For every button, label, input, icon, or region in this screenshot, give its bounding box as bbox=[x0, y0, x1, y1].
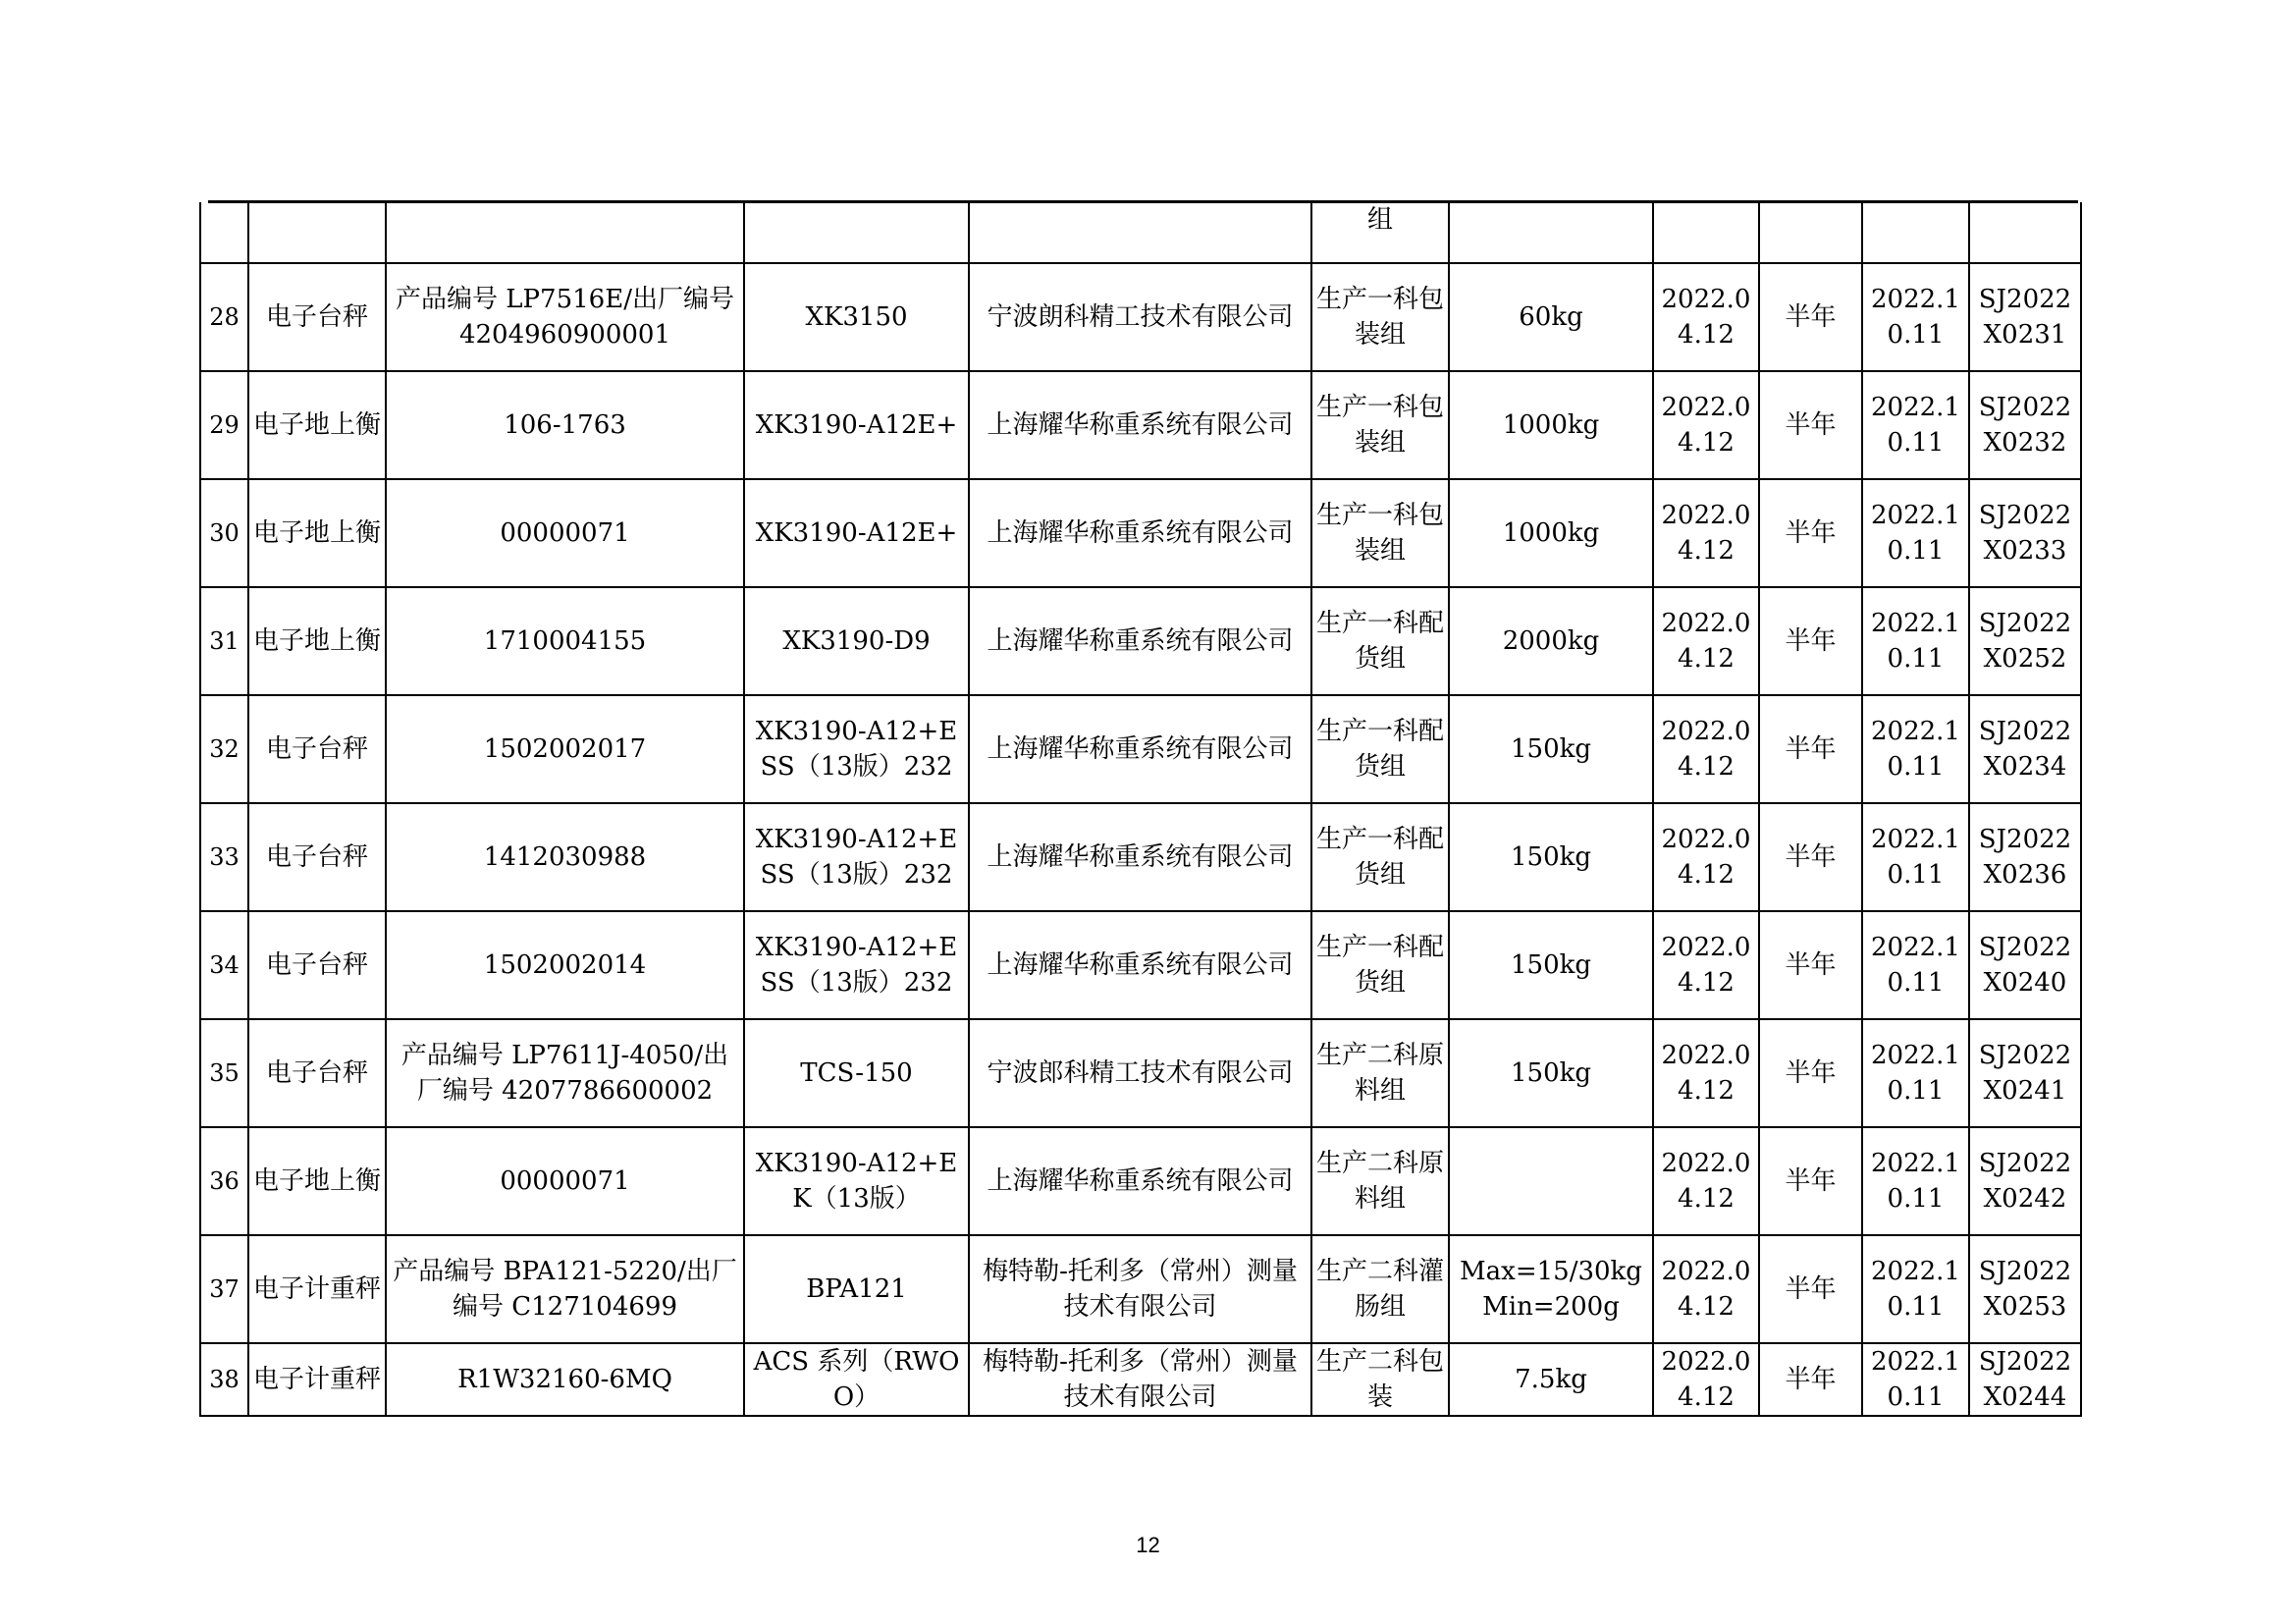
cell-name: 电子地上衡 bbox=[248, 371, 386, 479]
cell-serial: 106-1763 bbox=[386, 371, 744, 479]
equipment-table bbox=[199, 202, 2082, 1417]
cell-range: 1000kg bbox=[1449, 479, 1653, 587]
cell-name: 电子地上衡 bbox=[248, 1127, 386, 1235]
table-row bbox=[200, 1127, 2081, 1235]
table-row bbox=[200, 911, 2081, 1019]
cell-no: 29 bbox=[200, 371, 248, 479]
cell-period: 半年 bbox=[1759, 1127, 1862, 1235]
cell-due: 2022.10.11 bbox=[1862, 1343, 1969, 1416]
cell-serial: 00000071 bbox=[386, 1127, 744, 1235]
cell-serial: 1412030988 bbox=[386, 803, 744, 911]
cell-maker: 上海耀华称重系统有限公司 bbox=[969, 803, 1311, 911]
cell-serial: 产品编号 LP7516E/出厂编号 4204960900001 bbox=[386, 263, 744, 371]
cell-period: 半年 bbox=[1759, 695, 1862, 803]
table-row bbox=[200, 1343, 2081, 1416]
cell-serial: 产品编号 BPA121-5220/出厂编号 C127104699 bbox=[386, 1235, 744, 1343]
cell-maker: 宁波朗科精工技术有限公司 bbox=[969, 263, 1311, 371]
page-number: 12 bbox=[1136, 1533, 1160, 1557]
cell-model: TCS-150 bbox=[744, 1019, 969, 1127]
cell-no: 31 bbox=[200, 587, 248, 695]
cell-dept: 生产二科原料组 bbox=[1311, 1019, 1449, 1127]
cell-no: 34 bbox=[200, 911, 248, 1019]
table-row-continued bbox=[200, 202, 2081, 263]
cell-range bbox=[1449, 202, 1653, 263]
cell-due bbox=[1862, 202, 1969, 263]
cell-date: 2022.04.12 bbox=[1653, 263, 1759, 371]
cell-range: 60kg bbox=[1449, 263, 1653, 371]
cell-date: 2022.04.12 bbox=[1653, 1235, 1759, 1343]
cell-dept: 生产二科灌肠组 bbox=[1311, 1235, 1449, 1343]
cell-period: 半年 bbox=[1759, 587, 1862, 695]
cell-range: Max=15/30kg Min=200g bbox=[1449, 1235, 1653, 1343]
cell-date: 2022.04.12 bbox=[1653, 695, 1759, 803]
cell-due: 2022.10.11 bbox=[1862, 263, 1969, 371]
cell-date: 2022.04.12 bbox=[1653, 1127, 1759, 1235]
cell-cert: SJ2022X0231 bbox=[1969, 263, 2081, 371]
cell-no: 32 bbox=[200, 695, 248, 803]
cell-maker: 梅特勒-托利多（常州）测量技术有限公司 bbox=[969, 1235, 1311, 1343]
cell-range bbox=[1449, 1127, 1653, 1235]
cell-date: 2022.04.12 bbox=[1653, 587, 1759, 695]
cell-cert: SJ2022X0242 bbox=[1969, 1127, 2081, 1235]
cell-dept: 生产一科包装组 bbox=[1311, 371, 1449, 479]
cell-due: 2022.10.11 bbox=[1862, 587, 1969, 695]
cell-dept: 生产一科配货组 bbox=[1311, 911, 1449, 1019]
cell-cert: SJ2022X0253 bbox=[1969, 1235, 2081, 1343]
cell-maker bbox=[969, 202, 1311, 263]
cell-date: 2022.04.12 bbox=[1653, 803, 1759, 911]
cell-name: 电子计重秤 bbox=[248, 1343, 386, 1416]
cell-due: 2022.10.11 bbox=[1862, 1019, 1969, 1127]
cell-no: 37 bbox=[200, 1235, 248, 1343]
table-row bbox=[200, 371, 2081, 479]
cell-no: 38 bbox=[200, 1343, 248, 1416]
cell-cert: SJ2022X0241 bbox=[1969, 1019, 2081, 1127]
cell-range: 150kg bbox=[1449, 695, 1653, 803]
cell-no: 36 bbox=[200, 1127, 248, 1235]
cell-name: 电子台秤 bbox=[248, 263, 386, 371]
cell-period bbox=[1759, 202, 1862, 263]
table-row bbox=[200, 587, 2081, 695]
table-row bbox=[200, 479, 2081, 587]
cell-no: 30 bbox=[200, 479, 248, 587]
cell-period: 半年 bbox=[1759, 803, 1862, 911]
cell-due: 2022.10.11 bbox=[1862, 371, 1969, 479]
cell-period: 半年 bbox=[1759, 1343, 1862, 1416]
cell-model: XK3190-D9 bbox=[744, 587, 969, 695]
cell-dept: 生产二科原料组 bbox=[1311, 1127, 1449, 1235]
cell-period: 半年 bbox=[1759, 371, 1862, 479]
cell-model: XK3190-A12+ESS（13版）232 bbox=[744, 911, 969, 1019]
cell-no: 35 bbox=[200, 1019, 248, 1127]
cell-maker: 上海耀华称重系统有限公司 bbox=[969, 695, 1311, 803]
table-row bbox=[200, 263, 2081, 371]
cell-name: 电子台秤 bbox=[248, 695, 386, 803]
cell-model bbox=[744, 202, 969, 263]
cell-dept: 生产二科包装 bbox=[1311, 1343, 1449, 1416]
cell-period: 半年 bbox=[1759, 911, 1862, 1019]
cell-model: XK3190-A12E+ bbox=[744, 479, 969, 587]
cell-name: 电子地上衡 bbox=[248, 587, 386, 695]
cell-name: 电子台秤 bbox=[248, 1019, 386, 1127]
cell-due: 2022.10.11 bbox=[1862, 911, 1969, 1019]
cell-due: 2022.10.11 bbox=[1862, 479, 1969, 587]
cell-model: XK3190-A12+ESS（13版）232 bbox=[744, 803, 969, 911]
cell-dept: 生产一科包装组 bbox=[1311, 479, 1449, 587]
cell-serial: 1502002014 bbox=[386, 911, 744, 1019]
cell-period: 半年 bbox=[1759, 1019, 1862, 1127]
cell-date bbox=[1653, 202, 1759, 263]
cell-period: 半年 bbox=[1759, 479, 1862, 587]
cell-serial: 1502002017 bbox=[386, 695, 744, 803]
cell-date: 2022.04.12 bbox=[1653, 1343, 1759, 1416]
cell-maker: 上海耀华称重系统有限公司 bbox=[969, 479, 1311, 587]
cell-serial: R1W32160-6MQ bbox=[386, 1343, 744, 1416]
cell-due: 2022.10.11 bbox=[1862, 803, 1969, 911]
table-row bbox=[200, 1019, 2081, 1127]
cell-name: 电子台秤 bbox=[248, 911, 386, 1019]
cell-dept: 组 bbox=[1311, 202, 1449, 263]
cell-period: 半年 bbox=[1759, 1235, 1862, 1343]
cell-model: XK3190-A12E+ bbox=[744, 371, 969, 479]
cell-date: 2022.04.12 bbox=[1653, 371, 1759, 479]
cell-name: 电子地上衡 bbox=[248, 479, 386, 587]
cell-cert bbox=[1969, 202, 2081, 263]
cell-maker: 梅特勒-托利多（常州）测量技术有限公司 bbox=[969, 1343, 1311, 1416]
cell-serial: 产品编号 LP7611J-4050/出厂编号 4207786600002 bbox=[386, 1019, 744, 1127]
cell-range: 150kg bbox=[1449, 1019, 1653, 1127]
cell-due: 2022.10.11 bbox=[1862, 695, 1969, 803]
equipment-table-body bbox=[200, 202, 2081, 1416]
cell-due: 2022.10.11 bbox=[1862, 1235, 1969, 1343]
cell-date: 2022.04.12 bbox=[1653, 479, 1759, 587]
cell-model: XK3190-A12+EK（13版） bbox=[744, 1127, 969, 1235]
cell-cert: SJ2022X0244 bbox=[1969, 1343, 2081, 1416]
cell-cert: SJ2022X0233 bbox=[1969, 479, 2081, 587]
cell-due: 2022.10.11 bbox=[1862, 1127, 1969, 1235]
cell-serial bbox=[386, 202, 744, 263]
cell-range: 150kg bbox=[1449, 911, 1653, 1019]
cell-serial: 00000071 bbox=[386, 479, 744, 587]
cell-serial: 1710004155 bbox=[386, 587, 744, 695]
cell-dept: 生产一科配货组 bbox=[1311, 587, 1449, 695]
cell-cert: SJ2022X0252 bbox=[1969, 587, 2081, 695]
cell-cert: SJ2022X0236 bbox=[1969, 803, 2081, 911]
cell-cert: SJ2022X0234 bbox=[1969, 695, 2081, 803]
cell-dept: 生产一科配货组 bbox=[1311, 803, 1449, 911]
cell-date: 2022.04.12 bbox=[1653, 911, 1759, 1019]
cell-model: XK3190-A12+ESS（13版）232 bbox=[744, 695, 969, 803]
cell-dept: 生产一科包装组 bbox=[1311, 263, 1449, 371]
cell-range: 150kg bbox=[1449, 803, 1653, 911]
cell-maker: 上海耀华称重系统有限公司 bbox=[969, 911, 1311, 1019]
cell-maker: 宁波郎科精工技术有限公司 bbox=[969, 1019, 1311, 1127]
cell-dept: 生产一科配货组 bbox=[1311, 695, 1449, 803]
cell-name bbox=[248, 202, 386, 263]
cell-period: 半年 bbox=[1759, 263, 1862, 371]
cell-range: 2000kg bbox=[1449, 587, 1653, 695]
table-row bbox=[200, 1235, 2081, 1343]
cell-cert: SJ2022X0240 bbox=[1969, 911, 2081, 1019]
cell-date: 2022.04.12 bbox=[1653, 1019, 1759, 1127]
cell-model: ACS 系列（RWOO） bbox=[744, 1343, 969, 1416]
cell-maker: 上海耀华称重系统有限公司 bbox=[969, 587, 1311, 695]
cell-model: BPA121 bbox=[744, 1235, 969, 1343]
cell-no: 33 bbox=[200, 803, 248, 911]
table-row bbox=[200, 803, 2081, 911]
cell-name: 电子台秤 bbox=[248, 803, 386, 911]
cell-range: 1000kg bbox=[1449, 371, 1653, 479]
cell-maker: 上海耀华称重系统有限公司 bbox=[969, 371, 1311, 479]
cell-no bbox=[200, 202, 248, 263]
cell-name: 电子计重秤 bbox=[248, 1235, 386, 1343]
cell-cert: SJ2022X0232 bbox=[1969, 371, 2081, 479]
cell-model: XK3150 bbox=[744, 263, 969, 371]
cell-no: 28 bbox=[200, 263, 248, 371]
cell-maker: 上海耀华称重系统有限公司 bbox=[969, 1127, 1311, 1235]
cell-range: 7.5kg bbox=[1449, 1343, 1653, 1416]
table-row bbox=[200, 695, 2081, 803]
